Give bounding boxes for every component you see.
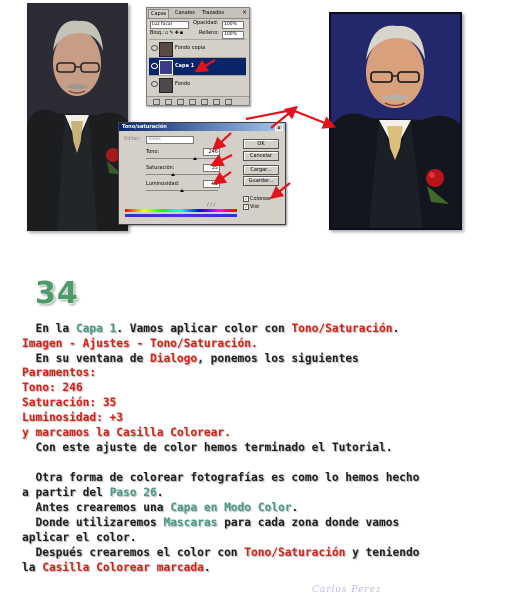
lock-icons[interactable]: ▫✎✚▪ [165, 30, 185, 36]
colorize-label: Colorear [250, 196, 272, 202]
highlight-capa-1: Capa 1 [75, 322, 117, 335]
hue-label: Tono: [146, 149, 160, 155]
preview-label: Vist [250, 204, 260, 210]
tutorial-line [22, 546, 419, 560]
tutorial-line: Con este ajuste de color hemos terminado el Tutorial. [22, 441, 393, 454]
tutorial-line: Otra forma de colorear fotografías es como lo hemos hecho [22, 471, 420, 484]
edit-select-value: Todos [148, 137, 161, 142]
dialog-title: Tono/saturación [122, 124, 167, 130]
save-button[interactable]: Guardar... [243, 176, 279, 186]
tutorial-line [22, 501, 298, 515]
arrow-to-result [246, 110, 330, 125]
layer-name: Fondo copia [175, 45, 206, 51]
text-segment: a partir del [22, 486, 110, 499]
text-segment: En la [22, 322, 76, 335]
step-number: 34 [35, 276, 79, 311]
colorize-checkbox[interactable]: ✓ [244, 196, 248, 201]
highlight-tono-saturacion: Tono/Saturación [291, 322, 393, 335]
saturation-label: Saturación: [146, 165, 175, 171]
edit-label: Editar: [124, 136, 141, 142]
ok-button[interactable]: OK [243, 139, 279, 149]
tutorial-line [22, 322, 399, 336]
text-segment: . [291, 501, 299, 514]
tutorial-line-menu-path: Imagen - Ajustes - Tono/Saturación. [22, 337, 258, 350]
highlight-casilla-colorear: Casilla Colorear marcada [42, 561, 204, 574]
annotation-arrows [0, 0, 510, 300]
highlight-mascaras: Mascaras [163, 516, 218, 529]
blend-mode-value: Luz focal [152, 22, 172, 27]
tutorial-line: aplicar el color. [22, 531, 137, 544]
load-button[interactable]: Cargar... [243, 165, 279, 175]
tab-canales[interactable]: Canales [175, 10, 195, 16]
layer-name: Capa 1 [175, 63, 195, 69]
close-icon[interactable]: x [275, 124, 283, 131]
text-segment: . [156, 486, 164, 499]
eyedropper-icons[interactable]: ∕ ∕ ∕ [207, 202, 216, 208]
preview-checkbox[interactable]: ✓ [244, 204, 248, 209]
tutorial-line-colorize: y marcamos la Casilla Colorear. [22, 426, 231, 439]
arrow-to-lightness [218, 172, 231, 181]
text-segment: Antes crearemos una [22, 501, 171, 514]
tutorial-line-saturation: Saturación: 35 [22, 396, 117, 409]
lightness-label: Luminosidad: [146, 181, 180, 187]
tutorial-line [22, 516, 399, 530]
text-segment: En su ventana de [22, 352, 150, 365]
text-segment: la [22, 561, 43, 574]
highlight-dialogo: Dialogo [149, 352, 198, 365]
tutorial-line-parameters: Paramentos: [22, 366, 97, 379]
author-signature: Carlos Perez [312, 585, 382, 595]
tab-capas[interactable]: Capas [148, 9, 169, 18]
saturation-value: 35 [211, 165, 218, 171]
highlight-capa-modo-color: Capa en Modo Color [170, 501, 292, 514]
panel-close-icon[interactable]: × [241, 9, 247, 16]
text-segment: y teniendo [345, 546, 420, 559]
tutorial-line [22, 352, 359, 366]
tab-trazados[interactable]: Trazados [202, 10, 224, 16]
lightness-value: +3 [210, 181, 218, 187]
text-segment: . [392, 322, 400, 335]
highlight-tono-saturacion: Tono/Saturación [244, 546, 346, 559]
tutorial-line-hue: Tono: 246 [22, 381, 83, 394]
arrow-to-hue [217, 133, 231, 146]
text-segment: Donde utilizaremos [22, 516, 164, 529]
text-segment: Después crearemos el color con [22, 546, 245, 559]
cancel-button[interactable]: Cancelar [243, 151, 279, 161]
fill-label: Relleno: [199, 30, 220, 36]
text-segment: . [203, 561, 211, 574]
tutorial-line [22, 486, 163, 500]
fill-value: 100% [224, 32, 237, 37]
lock-label: Bloq.: [150, 30, 165, 36]
text-segment: para cada zona donde vamos [217, 516, 400, 529]
hue-value: 246 [208, 149, 218, 155]
arrow-to-saturation [216, 155, 232, 163]
text-segment: . Vamos aplicar color con [116, 322, 292, 335]
arrow-to-colorize [275, 183, 290, 195]
opacity-label: Opacidad: [193, 20, 219, 26]
arrow-to-layer [200, 60, 215, 69]
opacity-value: 100% [224, 22, 237, 27]
tutorial-line-lightness: Luminosidad: +3 [22, 411, 124, 424]
tutorial-line [22, 561, 211, 575]
layer-name: Fondo [175, 81, 191, 87]
highlight-paso-26: Paso 26 [109, 486, 157, 499]
text-segment: , ponemos los siguientes [197, 352, 359, 365]
